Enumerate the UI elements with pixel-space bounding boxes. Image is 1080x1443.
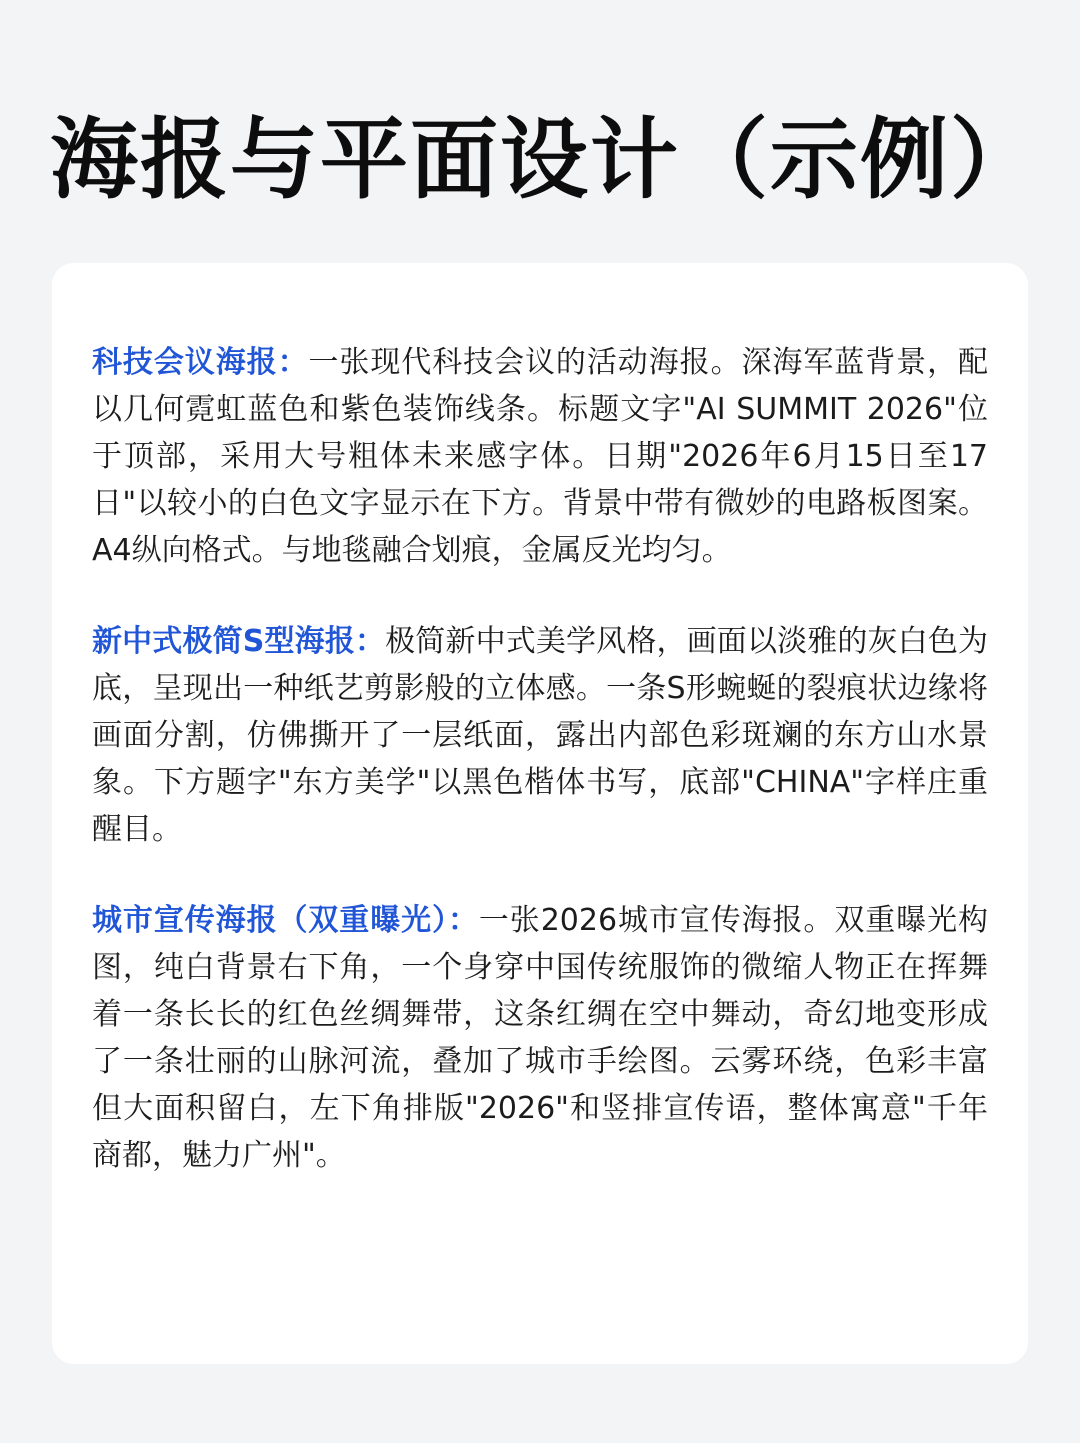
section-label: 新中式极简S型海报： — [92, 624, 386, 659]
section-city-promo-poster — [92, 897, 988, 1179]
section-text: 一张2026城市宣传海报。双重曝光构图，纯白背景右下角，一个身穿中国传统服饰的微缩人物正在挥舞着一条长长的红色丝绸舞带，这条红绸在空中舞动，奇幻地变形成了一条壮丽的山脉河流，叠加了城市手绘图。云雾环绕，色彩丰富但大面积留白，左下角排版"2026"和竖排宣传语，整体寓意"千年商都，魅力广州"。 — [92, 903, 988, 1173]
section-label: 科技会议海报： — [92, 345, 309, 380]
content-card — [52, 263, 1028, 1364]
section-text: 一张现代科技会议的活动海报。深海军蓝背景，配以几何霓虹蓝色和紫色装饰线条。标题文字"AI SUMMIT 2026"位于顶部，采用大号粗体未来感字体。日期"2026年6月15日至17日"以较小的白色文字显示在下方。背景中带有微妙的电路板图案。A4纵向格式。与地毯融合划痕，金属反光均匀。 — [92, 345, 988, 568]
section-text: 极简新中式美学风格，画面以淡雅的灰白色为底，呈现出一种纸艺剪影般的立体感。一条S形蜿蜒的裂痕状边缘将画面分割，仿佛撕开了一层纸面，露出内部色彩斑斓的东方山水景象。下方题字"东方美学"以黑色楷体书写，底部"CHINA"字样庄重醒目。 — [92, 624, 989, 847]
section-new-chinese-s-poster — [92, 618, 988, 853]
page-title: 海报与平面设计（示例） — [50, 108, 1041, 211]
section-tech-conference-poster — [92, 339, 988, 574]
section-label: 城市宣传海报（双重曝光）： — [92, 903, 479, 938]
